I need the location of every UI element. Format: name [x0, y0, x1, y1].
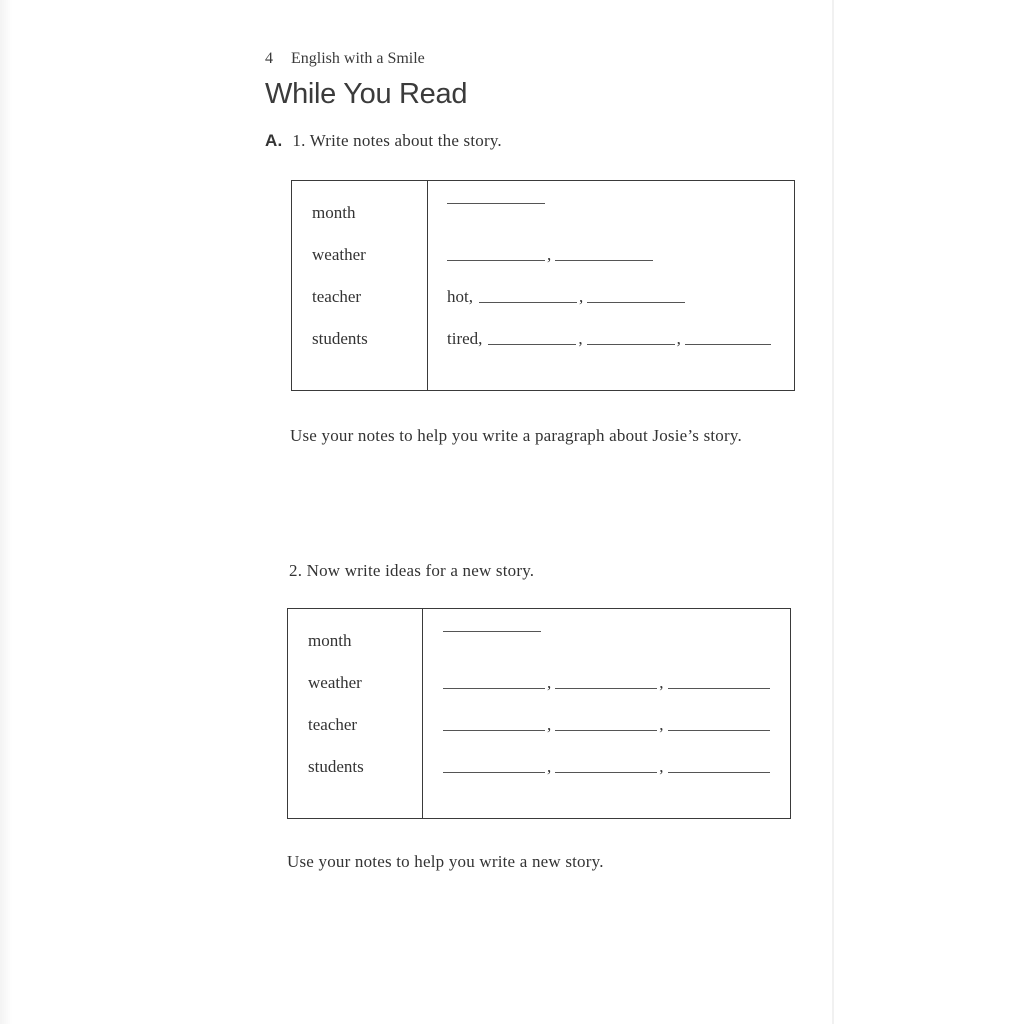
item2-followup: Use your notes to help you write a new story. — [287, 852, 604, 871]
row-label-month: month — [312, 203, 356, 222]
answer-blank[interactable] — [587, 302, 685, 303]
table-row — [288, 673, 790, 703]
answer-blank[interactable] — [443, 772, 545, 773]
item2-instruction: 2. Now write ideas for a new story. — [289, 561, 535, 580]
answer-blank[interactable] — [443, 730, 545, 731]
item1-instruction: 1. Write notes about the story. — [292, 131, 502, 150]
item1-followup: Use your notes to help you write a paragraph about Josie’s story. — [290, 426, 742, 445]
table-row — [292, 287, 794, 317]
row-blanks-weather: , , — [443, 673, 770, 693]
table-row — [292, 245, 794, 275]
row-blanks-students: tired, , , — [447, 329, 771, 349]
row-blanks-teacher: hot, , — [447, 287, 685, 307]
answer-blank[interactable] — [555, 688, 657, 689]
answer-blank[interactable] — [668, 688, 770, 689]
row-label-students: students — [308, 757, 364, 776]
answer-blank[interactable] — [555, 772, 657, 773]
table-row — [288, 757, 790, 787]
row-label-students: students — [312, 329, 368, 348]
section-title: While You Read — [265, 78, 468, 110]
answer-blank[interactable] — [555, 260, 653, 261]
table-row — [292, 203, 794, 233]
running-header — [265, 50, 425, 68]
row-label-teacher: teacher — [308, 715, 358, 734]
answer-blank[interactable] — [668, 730, 770, 731]
book-title: English with a Smile — [291, 50, 425, 67]
given-word: hot, — [447, 287, 473, 306]
table-row — [288, 715, 790, 745]
answer-blank[interactable] — [587, 344, 675, 345]
item1-instruction-line — [265, 131, 502, 151]
page-edge-shadow — [0, 0, 12, 1024]
table-row — [288, 631, 790, 661]
row-blanks-month — [447, 203, 545, 208]
row-blanks-month — [443, 631, 541, 636]
row-blanks-teacher: , , — [443, 715, 770, 735]
answer-blank[interactable] — [488, 344, 576, 345]
row-blanks-weather: , — [447, 245, 653, 265]
row-label-weather: weather — [312, 245, 366, 264]
answer-blank[interactable] — [447, 203, 545, 204]
row-label-teacher: teacher — [312, 287, 362, 306]
answer-blank[interactable] — [447, 260, 545, 261]
notes-table-new-story — [287, 608, 791, 819]
page-edge-line — [832, 0, 834, 1024]
page-number: 4 — [265, 50, 273, 67]
part-label: A. — [265, 131, 283, 150]
row-label-month: month — [308, 631, 352, 650]
answer-blank[interactable] — [479, 302, 577, 303]
answer-blank[interactable] — [443, 688, 545, 689]
notes-table-story — [291, 180, 795, 391]
answer-blank[interactable] — [668, 772, 770, 773]
answer-blank[interactable] — [685, 344, 771, 345]
row-blanks-students: , , — [443, 757, 770, 777]
answer-blank[interactable] — [443, 631, 541, 632]
table-row — [292, 329, 794, 359]
row-label-weather: weather — [308, 673, 362, 692]
given-word: tired, — [447, 329, 483, 348]
answer-blank[interactable] — [555, 730, 657, 731]
